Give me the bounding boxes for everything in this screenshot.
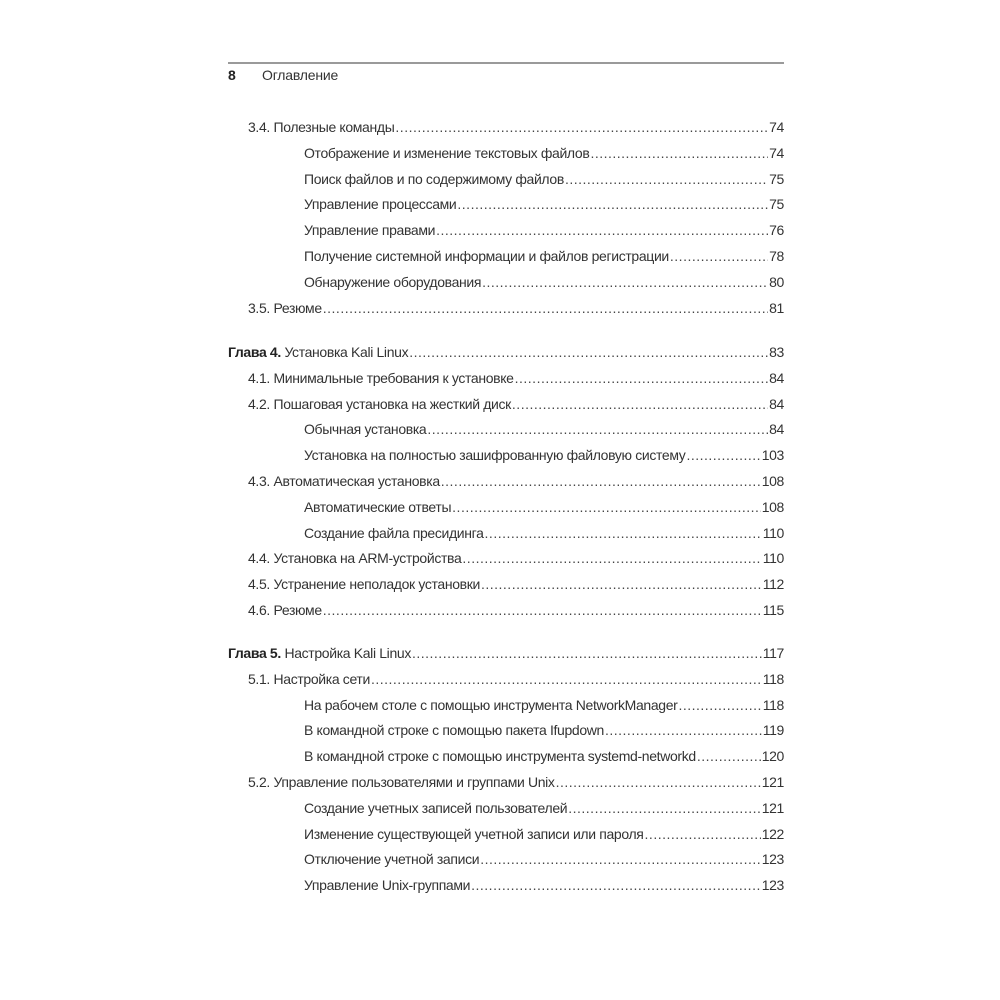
toc-entry-label: [248, 546, 461, 572]
header-rule: [228, 62, 784, 64]
entry-title: Обычная установка: [304, 421, 427, 438]
page-ref: 108: [761, 472, 784, 489]
page-ref: 110: [762, 524, 784, 541]
dot-leader: [395, 115, 768, 141]
toc-entry[interactable]: [228, 744, 784, 770]
dot-leader: [323, 598, 762, 624]
page-ref: 118: [762, 696, 784, 713]
toc-entry[interactable]: [228, 598, 784, 624]
toc-entry-label: [248, 115, 394, 141]
toc-entry-label: [304, 847, 479, 873]
page-ref: 84: [769, 369, 784, 386]
toc-entry-label: [304, 192, 456, 218]
page-ref: 83: [769, 344, 784, 360]
entry-title: Изменение существующей учетной записи или пароля: [304, 825, 644, 842]
toc-entry-label: [304, 796, 567, 822]
page-ref: 122: [761, 825, 784, 842]
entry-title: Управление процессами: [304, 196, 457, 213]
running-header-title: Оглавление: [262, 67, 339, 83]
toc-entry[interactable]: [228, 667, 784, 693]
toc-entry-label: [228, 641, 411, 667]
toc-entry-label: [248, 392, 511, 418]
page-ref: 112: [762, 576, 784, 593]
toc-entry-label: [304, 270, 481, 296]
dot-leader: [452, 495, 761, 521]
page-ref: 123: [761, 851, 784, 868]
page-ref: 75: [769, 196, 784, 213]
toc-entry[interactable]: [228, 796, 784, 822]
page-ref: 84: [769, 395, 784, 412]
entry-title: 4.6. Резюме: [248, 601, 322, 618]
dot-leader: [436, 218, 768, 244]
entry-title: 4.1. Минимальные требования к установке: [248, 369, 514, 386]
toc-entry[interactable]: [228, 417, 784, 443]
entry-title: 4.4. Установка на ARM-устройства: [248, 550, 462, 567]
toc-entry[interactable]: [228, 822, 784, 848]
dot-leader: [565, 167, 768, 193]
toc-entry-label: [304, 417, 426, 443]
entry-title: Отображение и изменение текстовых файлов: [304, 144, 590, 161]
toc-entry[interactable]: [228, 141, 784, 167]
toc-entry[interactable]: [228, 572, 784, 598]
dot-leader: [457, 192, 768, 218]
toc-entry[interactable]: [228, 495, 784, 521]
page-ref: 117: [762, 645, 784, 661]
dot-leader: [697, 744, 761, 770]
page-ref: 103: [761, 447, 784, 464]
dot-leader: [323, 296, 768, 322]
toc-section-chapter-3: [228, 115, 784, 321]
toc-entry-label: [248, 572, 480, 598]
toc-entry-label: [248, 296, 322, 322]
toc-entry-label: [248, 667, 370, 693]
toc-entry-label: [304, 873, 470, 899]
dot-leader: [471, 873, 761, 899]
dot-leader: [409, 340, 768, 366]
toc-section-chapter-5: [228, 641, 784, 899]
toc-entry-label: [304, 167, 564, 193]
page-ref: 108: [761, 498, 784, 515]
toc-chapter-entry[interactable]: [228, 641, 784, 667]
dot-leader: [568, 796, 760, 822]
page-ref: 118: [762, 670, 784, 687]
dot-leader: [412, 641, 762, 667]
page-ref: 76: [769, 222, 784, 239]
toc-entry[interactable]: [228, 366, 784, 392]
toc-entry-label: [248, 366, 514, 392]
dot-leader: [480, 847, 761, 873]
page-ref: 80: [769, 273, 784, 290]
toc-entry-label: [304, 495, 451, 521]
toc-entry-label: [304, 822, 644, 848]
toc-entry[interactable]: [228, 469, 784, 495]
toc-entry[interactable]: [228, 693, 784, 719]
page-ref: 121: [761, 773, 784, 790]
dot-leader: [427, 417, 768, 443]
dot-leader: [371, 667, 762, 693]
page-ref: 110: [762, 550, 784, 567]
entry-title: Управление Unix-группами: [304, 877, 471, 894]
toc-entry[interactable]: [228, 115, 784, 141]
toc-entry-label: [304, 744, 696, 770]
dot-leader: [462, 546, 761, 572]
dot-leader: [645, 822, 761, 848]
toc-entry-label: [248, 770, 555, 796]
entry-title: Настройка Kali Linux: [284, 645, 411, 661]
entry-title: В командной строке с помощью инструмента systemd-networkd: [304, 748, 696, 765]
page-ref: 74: [769, 144, 784, 161]
entry-title: Создание учетных записей пользователей: [304, 799, 568, 816]
dot-leader: [678, 693, 761, 719]
toc-entry-label: [304, 218, 435, 244]
toc-entry-label: [304, 693, 677, 719]
toc-entry[interactable]: [228, 546, 784, 572]
toc-entry[interactable]: [228, 718, 784, 744]
toc-entry-label: [304, 244, 669, 270]
page-ref: 119: [762, 722, 784, 739]
toc-entry[interactable]: [228, 218, 784, 244]
entry-title: Поиск файлов и по содержимому файлов: [304, 170, 564, 187]
dot-leader: [481, 572, 762, 598]
page-ref: 120: [761, 748, 784, 765]
entry-title: 5.2. Управление пользователями и группами Unix: [248, 773, 555, 790]
page-ref: 123: [761, 877, 784, 894]
dot-leader: [605, 718, 762, 744]
entry-title: 3.5. Резюме: [248, 299, 322, 316]
toc-entry[interactable]: [228, 873, 784, 899]
toc-chapter-entry[interactable]: [228, 340, 784, 366]
page-ref: 121: [761, 799, 784, 816]
toc-entry[interactable]: [228, 521, 784, 547]
entry-title: 4.2. Пошаговая установка на жесткий диск: [248, 395, 511, 412]
dot-leader: [590, 141, 768, 167]
dot-leader: [556, 770, 761, 796]
dot-leader: [515, 366, 769, 392]
page-ref: 115: [762, 601, 784, 618]
page-number: 8: [228, 67, 236, 83]
entry-title: Получение системной информации и файлов регистрации: [304, 247, 669, 264]
toc-entry[interactable]: [228, 392, 784, 418]
toc-entry-label: [228, 340, 408, 366]
chapter-prefix: Глава 4.: [228, 344, 281, 360]
entry-title: Обнаружение оборудования: [304, 273, 482, 290]
toc-entry[interactable]: [228, 270, 784, 296]
toc-entry[interactable]: [228, 443, 784, 469]
chapter-prefix: Глава 5.: [228, 645, 281, 661]
entry-title: Установка на полностью зашифрованную файловую систему: [304, 447, 686, 464]
entry-title: Отключение учетной записи: [304, 851, 480, 868]
toc-entry[interactable]: [228, 847, 784, 873]
toc-entry-label: [304, 443, 685, 469]
toc-entry-label: [248, 469, 440, 495]
dot-leader: [482, 270, 768, 296]
toc-entry-label: [304, 141, 589, 167]
entry-title: Автоматические ответы: [304, 498, 452, 515]
entry-title: Управление правами: [304, 222, 436, 239]
entry-title: 3.4. Полезные команды: [248, 119, 395, 135]
toc-entry[interactable]: [228, 192, 784, 218]
toc-entry[interactable]: [228, 770, 784, 796]
page-ref: 81: [769, 299, 784, 316]
toc-entry-label: [304, 521, 484, 547]
toc-entry[interactable]: [228, 167, 784, 193]
entry-title: 5.1. Настройка сети: [248, 670, 370, 687]
entry-title: Установка Kali Linux: [284, 344, 409, 360]
page-ref: 84: [769, 421, 784, 438]
dot-leader: [441, 469, 761, 495]
dot-leader: [670, 244, 768, 270]
entry-title: Создание файла пресидинга: [304, 524, 484, 541]
dot-leader: [485, 521, 762, 547]
entry-title: 4.3. Автоматическая установка: [248, 472, 440, 489]
page-ref: 74: [769, 119, 784, 135]
dot-leader: [512, 392, 768, 418]
entry-title: 4.5. Устранение неполадок установки: [248, 576, 480, 593]
entry-title: На рабочем столе с помощью инструмента NetworkManager: [304, 696, 678, 713]
toc-entry-label: [248, 598, 322, 624]
toc-entry[interactable]: [228, 244, 784, 270]
dot-leader: [686, 443, 760, 469]
page-ref: 75: [769, 170, 784, 187]
page-ref: 78: [769, 247, 784, 264]
toc-entry-label: [304, 718, 604, 744]
toc-entry[interactable]: [228, 296, 784, 322]
toc-section-chapter-4: [228, 340, 784, 624]
entry-title: В командной строке с помощью пакета Ifupdown: [304, 722, 604, 739]
